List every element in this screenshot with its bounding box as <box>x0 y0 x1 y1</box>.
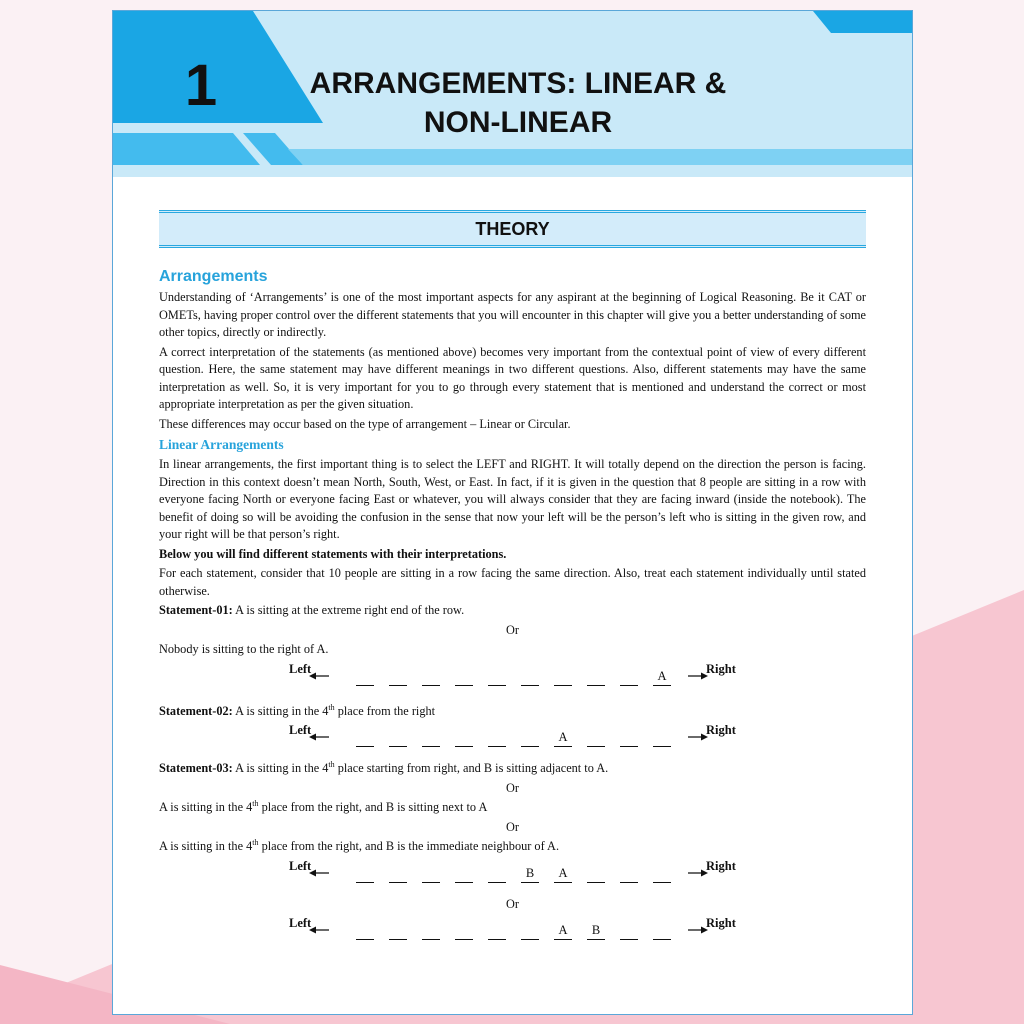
seat-slot <box>653 923 671 940</box>
left-label: Left <box>289 661 312 676</box>
seat-slot <box>488 730 506 747</box>
seat-slot <box>455 669 473 686</box>
seat-slot <box>488 923 506 940</box>
left-arrow-icon <box>309 671 331 681</box>
seat-slot <box>356 866 374 883</box>
linear-paragraph-1: In linear arrangements, the first important thing is to select the LEFT and RIGHT. It will totally depend on the direction the person is facing. Direction in this context doesn’t mean North, South, West, or East. In fact, if it is given in the question that 8 people are sitting in a row with everyone facing North or everyone facing East or whatever, you will always consider that they are facing inward (inside the notebook). The benefit of doing so will be avoiding the confusion in the sense that now your left will be the person’s left who is sitting in the given row, and your right will be that person’s right. <box>159 457 866 541</box>
seat-slot: A <box>653 669 671 686</box>
seat-slot <box>455 730 473 747</box>
chapter-number: 1 <box>184 53 218 118</box>
seat-slot <box>455 923 473 940</box>
seat-slot <box>389 923 407 940</box>
or-separator: Or <box>506 780 519 795</box>
statement-03-text-end: place starting from right, and B is sitting adjacent to A. <box>334 761 609 775</box>
superscript: th <box>328 702 335 712</box>
statement-02 <box>159 703 866 721</box>
seat-slot <box>521 669 539 686</box>
statement-03-alternative-1 <box>159 799 866 817</box>
arrangement-diagram <box>159 858 866 896</box>
seat-slot <box>620 730 638 747</box>
left-label: Left <box>289 916 312 930</box>
linear-heading: Linear Arrangements <box>159 437 284 452</box>
seat-slot <box>620 866 638 883</box>
seat-slot <box>587 669 605 686</box>
right-arrow-icon <box>686 671 708 681</box>
chapter-title <box>303 64 733 142</box>
seat-slot <box>422 923 440 940</box>
right-arrow-icon <box>686 868 708 878</box>
chapter-title-line1: ARRANGEMENTS: LINEAR & <box>309 67 727 100</box>
content-body <box>159 265 866 953</box>
superscript: th <box>252 837 259 847</box>
alt-text-end: place from the right, and B is the immediate neighbour of A. <box>258 839 560 853</box>
arrangements-paragraph-3: These differences may occur based on the type of arrangement – Linear or Circular. <box>159 416 571 431</box>
document-page <box>112 10 913 1015</box>
seat-slot <box>389 669 407 686</box>
left-arrow-icon <box>309 925 331 935</box>
alt-text: A is sitting in the 4 <box>159 800 253 814</box>
chapter-title-line2: NON-LINEAR <box>423 106 613 139</box>
superscript: th <box>328 759 335 769</box>
seat-slot <box>389 866 407 883</box>
seat-slot <box>389 730 407 747</box>
right-arrow-icon <box>686 732 708 742</box>
statement-01-label: Statement-01: <box>159 603 233 617</box>
seat-slot <box>455 866 473 883</box>
or-separator: Or <box>506 819 519 834</box>
seat-slot <box>554 669 572 686</box>
seat-slot <box>356 923 374 940</box>
linear-bold-text: Below you will find different statements with their interpretations. <box>159 546 507 561</box>
seat-slot: A <box>554 923 572 940</box>
seat-slot <box>488 866 506 883</box>
statement-01-text: A is sitting at the extreme right end of the row. <box>232 603 465 617</box>
seat-slot <box>356 730 374 747</box>
left-arrow-icon <box>309 868 331 878</box>
arrangement-diagram <box>159 722 866 760</box>
statement-01-alternative: Nobody is sitting to the right of A. <box>159 642 329 656</box>
statement-03-alternative-2 <box>159 838 866 856</box>
seat-slot <box>620 669 638 686</box>
right-label: Right <box>706 858 736 873</box>
seat-slot <box>356 669 374 686</box>
arrangements-paragraph-1: Understanding of ‘Arrangements’ is one of the most important aspects for any aspirant at the beginning of Logical Reasoning. Be it CAT or OMETs, having proper control over the different statements that you will encounter in this chapter will give you a better understanding of some other topics, directly or indirectly. <box>159 290 866 339</box>
statement-03-label: Statement-03: <box>159 761 233 775</box>
arrangements-heading: Arrangements <box>159 268 268 285</box>
arrangement-diagram <box>159 915 866 953</box>
seat-slot <box>422 669 440 686</box>
alt-text: A is sitting in the 4 <box>159 839 253 853</box>
left-label: Left <box>289 723 312 737</box>
right-label: Right <box>706 723 736 737</box>
left-arrow-icon <box>309 732 331 742</box>
statement-02-text: A is sitting in the 4 <box>232 703 329 718</box>
section-title-bar: THEORY <box>159 210 866 248</box>
statement-02-text-end: place from the right <box>334 703 436 718</box>
or-separator: Or <box>506 622 519 637</box>
statement-03-text: A is sitting in the 4 <box>232 761 329 775</box>
right-label: Right <box>706 661 736 676</box>
seat-slot <box>587 730 605 747</box>
or-separator: Or <box>506 896 519 911</box>
left-label: Left <box>289 858 312 873</box>
seat-slot <box>422 730 440 747</box>
seat-slot: B <box>521 866 539 883</box>
arrangement-diagram <box>159 661 866 703</box>
arrangements-paragraph-2: A correct interpretation of the statements (as mentioned above) becomes very important from the contextual point of view of every different question. Here, the same statement may have different meanings in two different questions. Also, different statements may have the same interpretation as well. So, it is very important for you to go through every statement that is mentioned and understand the correct or most appropriate interpretation as per the given situation. <box>159 344 866 411</box>
seat-slot: A <box>554 730 572 747</box>
linear-paragraph-2: For each statement, consider that 10 people are sitting in a row facing the same direction. Also, treat each statement individually until stated otherwise. <box>159 566 866 598</box>
right-arrow-icon <box>686 925 708 935</box>
alt-text-end: place from the right, and B is sitting next to A <box>258 800 488 814</box>
statement-03 <box>159 760 866 778</box>
seat-slot <box>620 923 638 940</box>
seat-slot <box>521 730 539 747</box>
statement-02-label: Statement-02: <box>159 703 233 718</box>
seat-slot <box>422 866 440 883</box>
right-label: Right <box>706 916 736 930</box>
seat-slot: B <box>587 923 605 940</box>
seat-slot <box>653 730 671 747</box>
seat-slot: A <box>554 866 572 883</box>
seat-slot <box>488 669 506 686</box>
seat-slot <box>587 866 605 883</box>
statement-01 <box>159 602 866 620</box>
seat-slot <box>653 866 671 883</box>
superscript: th <box>252 798 259 808</box>
chapter-banner <box>113 11 912 177</box>
seat-slot <box>521 923 539 940</box>
linear-bold-line <box>159 546 866 564</box>
